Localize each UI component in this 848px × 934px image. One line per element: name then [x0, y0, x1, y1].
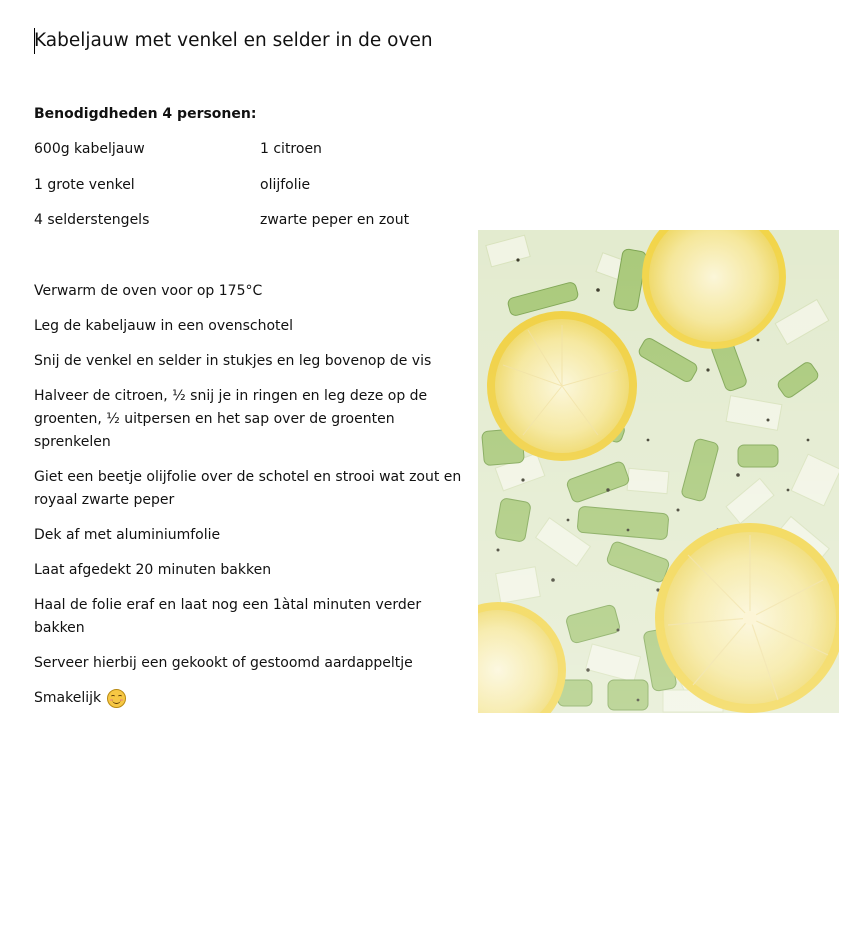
closing-text: Smakelijk	[34, 690, 102, 706]
closing-line	[34, 687, 466, 710]
instruction-step: Leg de kabeljauw in een ovenschotel	[34, 318, 294, 334]
instruction-step: Haal de folie eraf en laat nog een 1àtal minuten verder bakken	[34, 597, 422, 636]
instruction-step: Laat afgedekt 20 minuten bakken	[34, 562, 272, 578]
instruction-step: Serveer hierbij een gekookt of gestoomd aardappeltje	[34, 655, 413, 671]
requirement-item: 1 grote venkel	[34, 176, 135, 193]
recipe-title[interactable]: Kabeljauw met venkel en selder in de oven	[34, 30, 433, 51]
requirement-item: 1 citroen	[260, 141, 322, 157]
requirements-row	[34, 139, 454, 175]
requirement-item: olijfolie	[260, 176, 311, 193]
instruction-step: Halveer de citroen, ½ snij je in ringen en leg deze op de groenten, ½ uitpersen en het sap over de groenten sprenkelen	[34, 388, 428, 450]
fennel-celery-lemon-image	[478, 230, 839, 713]
requirement-item: zwarte peper en zout	[260, 212, 410, 228]
requirement-item: 600g kabeljauw	[34, 141, 145, 157]
instruction-step: Verwarm de oven voor op 175°C	[34, 283, 263, 299]
requirements-table	[34, 139, 454, 246]
instructions-list	[34, 280, 466, 722]
recipe-photo[interactable]	[478, 230, 839, 713]
instruction-step: Snij de venkel en selder in stukjes en leg bovenop de vis	[34, 353, 432, 369]
requirements-row	[34, 175, 454, 211]
instruction-step: Giet een beetje olijfolie over de schotel en strooi wat zout en royaal zwarte peper	[34, 469, 462, 508]
requirements-heading: Benodigdheden 4 personen:	[34, 106, 257, 122]
instruction-step: Dek af met aluminiumfolie	[34, 527, 221, 543]
requirement-item: 4 selderstengels	[34, 212, 150, 228]
smiling-face-emoji-icon	[107, 689, 126, 708]
requirements-row	[34, 210, 454, 246]
